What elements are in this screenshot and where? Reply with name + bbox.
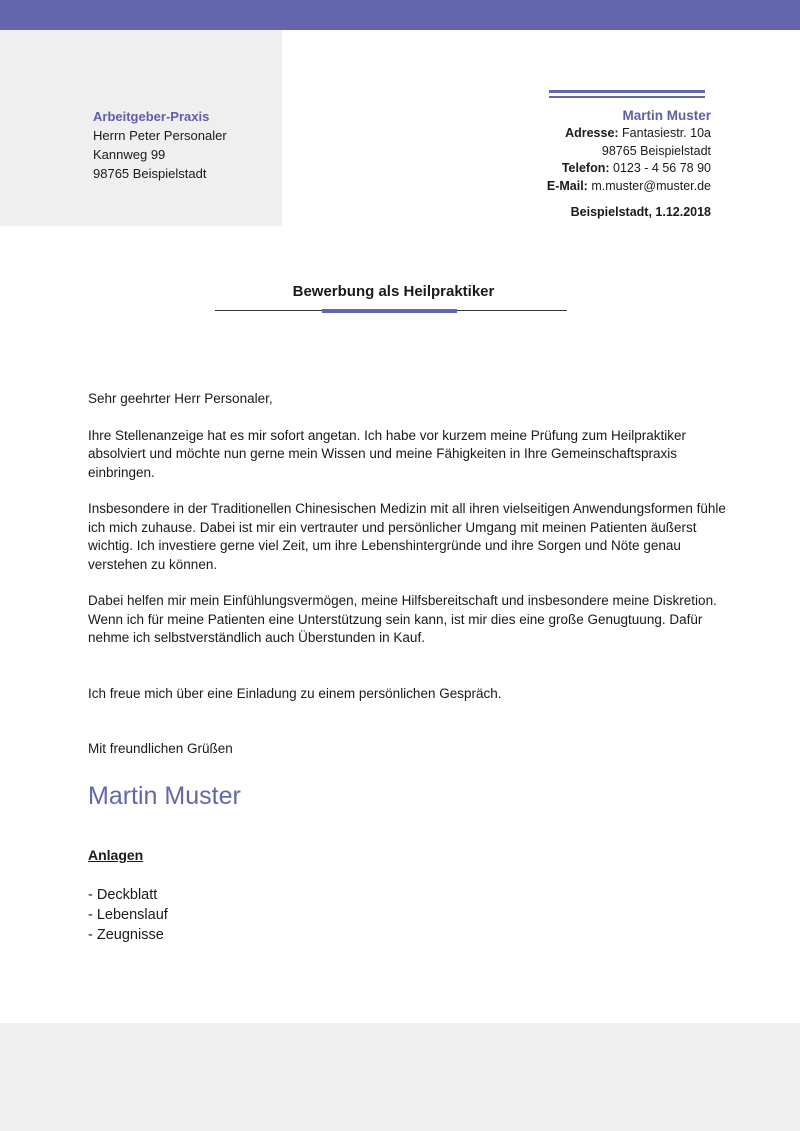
- sender-name: Martin Muster: [622, 108, 711, 123]
- attachments-list: [88, 885, 168, 945]
- phone-value: 0123 - 4 56 78 90: [613, 161, 711, 175]
- attachment-item: - Zeugnisse: [88, 927, 164, 943]
- recipient-contact: Herrn Peter Personaler: [93, 128, 227, 143]
- letter-subject: Bewerbung als Heilpraktiker: [292, 283, 495, 300]
- letter-body: [88, 390, 728, 759]
- phone-label: Telefon:: [561, 161, 610, 175]
- closing: Mit freundlichen Grüßen: [88, 741, 233, 756]
- footer-panel: [0, 1023, 800, 1131]
- sender-phone-line: [547, 160, 711, 178]
- salutation: Sehr geehrter Herr Personaler,: [88, 391, 273, 406]
- recipient-city: 98765 Beispielstadt: [93, 166, 207, 181]
- sender-email-line: [547, 178, 711, 196]
- email-label: E-Mail:: [546, 178, 588, 193]
- recipient-company: Arbeitgeber-Praxis: [93, 109, 210, 124]
- sender-address-line: [547, 125, 711, 143]
- sender-decoration: [549, 90, 705, 98]
- paragraph-1: Ihre Stellenanzeige hat es mir sofort angetan. Ich habe vor kurzem meine Prüfung zum Heilpraktiker absolviert und möchte nun gerne mein Wissen und meine Fähigkeiten in Ihre Gemeinschaftspraxis einbringen.: [88, 427, 687, 480]
- letter-date: Beispielstadt, 1.12.2018: [570, 205, 711, 219]
- paragraph-2: Insbesondere in der Traditionellen Chinesischen Medizin mit all ihren vielseitigen Anwendungsformen fühle ich mich zuhause. Dabei ist mir ein vertrauter und persönlicher Umgang mit meinen Patienten äußerst wichtig. Ich investiere gerne viel Zeit, um ihre Lebenshintergründe und ihre Sorgen und Nöte genau verstehen zu können.: [88, 501, 726, 572]
- address-street: Fantasiestr. 10a: [622, 126, 711, 140]
- sender-block: [547, 107, 711, 195]
- attachments-title: Anlagen: [88, 847, 144, 863]
- attachment-item: - Deckblatt: [88, 887, 158, 903]
- email-value: m.muster@muster.de: [591, 178, 711, 193]
- attachment-item: - Lebenslauf: [88, 907, 168, 923]
- sender-line-thin: [549, 96, 705, 98]
- closing-sentence: Ich freue mich über eine Einladung zu einem persönlichen Gespräch.: [88, 685, 502, 701]
- sender-line-thick: [549, 90, 705, 93]
- top-accent-bar: [0, 0, 800, 30]
- recipient-address: [93, 107, 227, 183]
- address-label: Adresse:: [565, 126, 619, 140]
- recipient-street: Kannweg 99: [93, 147, 166, 162]
- signature: Martin Muster: [88, 782, 241, 810]
- paragraph-3: Dabei helfen mir mein Einfühlungsvermögen, meine Hilfsbereitschaft und insbesondere meine Diskretion. Wenn ich für meine Patienten eine Unterstützung sein kann, ist mir dies eine große Genugtuung. Dafür nehme ich selbstverständlich auch Überstunden in Kauf.: [88, 593, 717, 645]
- sender-city: 98765 Beispielstadt: [601, 143, 711, 158]
- subject-accent-bar: [322, 309, 457, 313]
